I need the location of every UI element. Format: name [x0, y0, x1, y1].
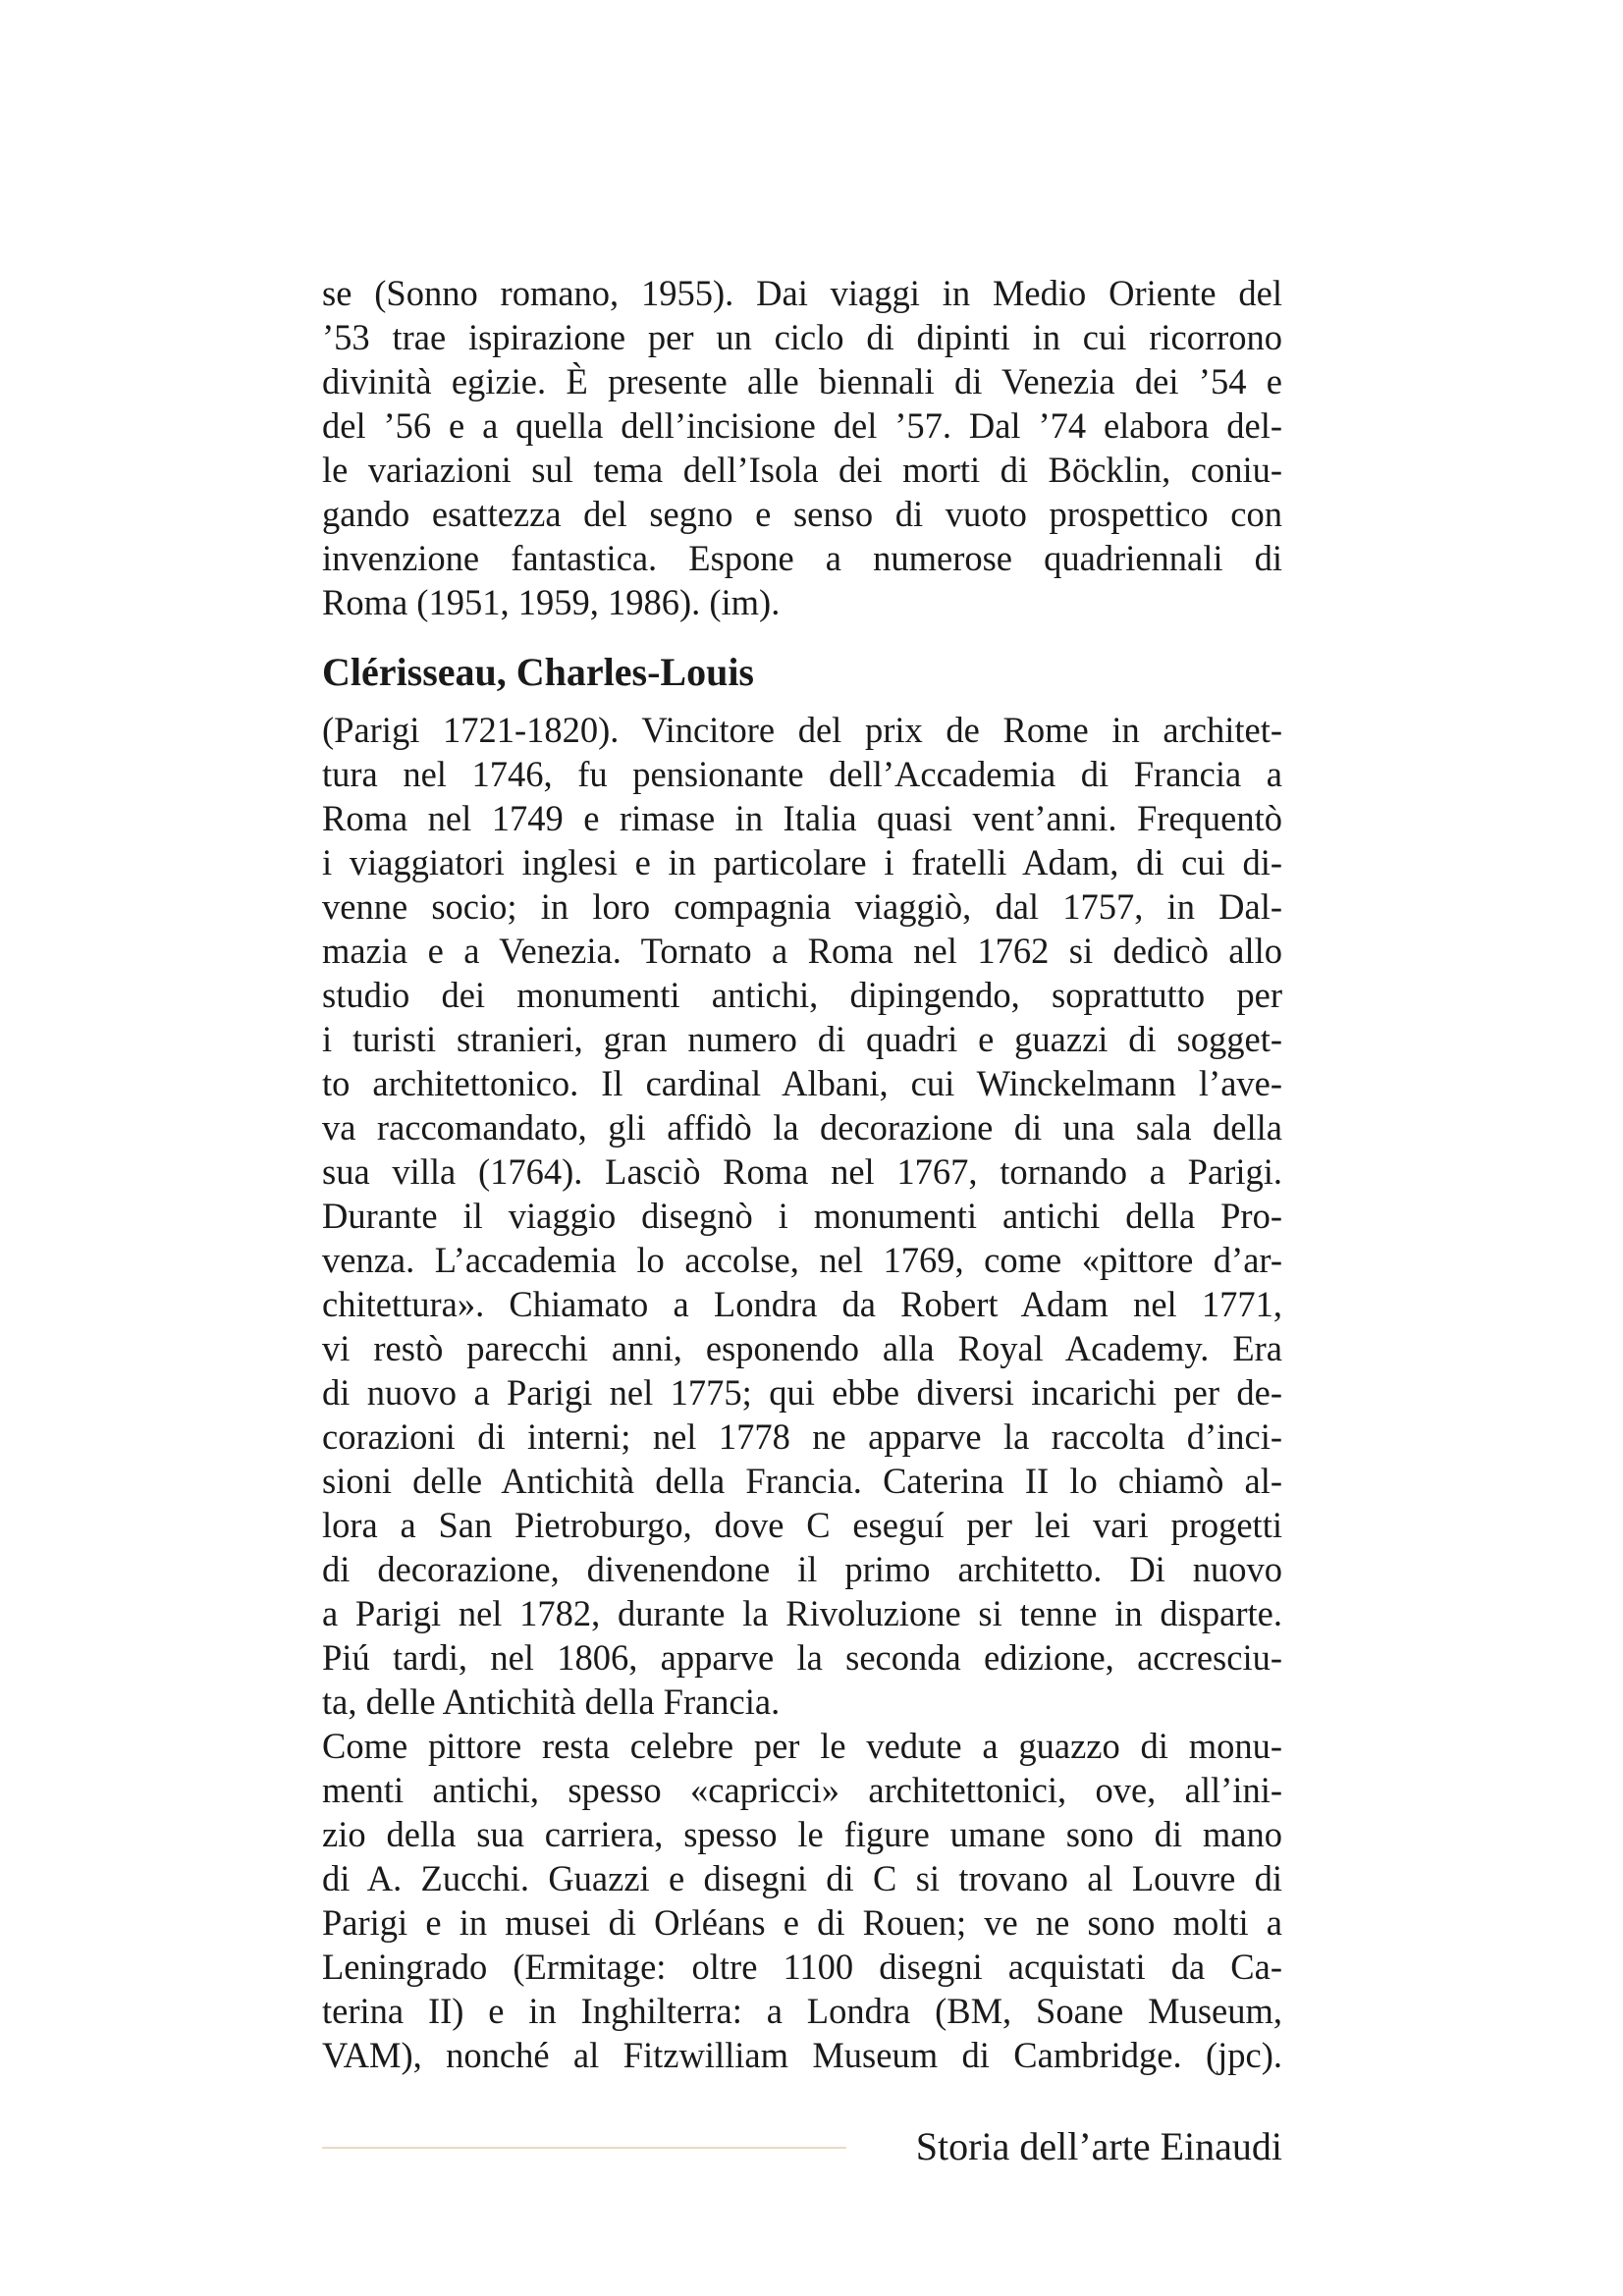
text-line: tura nel 1746, fu pensionante dell’Accademia di Francia a — [322, 754, 1282, 794]
footer-publisher: Storia dell’arte Einaudi — [915, 2124, 1282, 2168]
text-line: gando esattezza del segno e senso di vuoto prospettico con — [322, 494, 1282, 534]
text-line: le variazioni sul tema dell’Isola dei morti di Böcklin, coniu- — [322, 450, 1282, 490]
text-line: di nuovo a Parigi nel 1775; qui ebbe diversi incarichi per de- — [322, 1372, 1282, 1413]
text-line: ta, delle Antichità della Francia. — [322, 1682, 781, 1722]
text-line: venza. L’accademia lo accolse, nel 1769, come «pittore d’ar- — [322, 1240, 1282, 1280]
text-line: Roma nel 1749 e rimase in Italia quasi vent’anni. Frequentò — [322, 798, 1282, 838]
text-line: terina II) e in Inghilterra: a Londra (BM, Soane Museum, — [322, 1991, 1282, 2031]
text-line: invenzione fantastica. Espone a numerose quadriennali di — [322, 538, 1282, 578]
text-line: ’53 trae ispirazione per un ciclo di dipinti in cui ricorrono — [322, 317, 1282, 357]
text-line: i turisti stranieri, gran numero di quadri e guazzi di sogget- — [322, 1019, 1282, 1059]
intro-paragraph — [322, 271, 1282, 624]
text-line: corazioni di interni; nel 1778 ne apparve la raccolta d’inci- — [322, 1416, 1282, 1457]
text-line: sua villa (1764). Lasciò Roma nel 1767, tornando a Parigi. — [322, 1151, 1282, 1192]
text-line: menti antichi, spesso «capricci» architettonici, ove, all’ini- — [322, 1770, 1282, 1810]
text-line: Roma (1951, 1959, 1986). (im). — [322, 582, 781, 622]
text-line: a Parigi nel 1782, durante la Rivoluzione si tenne in disparte. — [322, 1593, 1282, 1633]
text-line: se (Sonno romano, 1955). Dai viaggi in Medio Oriente del — [322, 273, 1282, 313]
text-line: Durante il viaggio disegnò i monumenti antichi della Pro- — [322, 1196, 1282, 1236]
text-line: (Parigi 1721-1820). Vincitore del prix de Rome in architet- — [322, 710, 1282, 750]
text-line: del ’56 e a quella dell’incisione del ’57. Dal ’74 elabora del- — [322, 405, 1282, 446]
text-line: to architettonico. Il cardinal Albani, cui Winckelmann l’ave- — [322, 1063, 1282, 1103]
text-line: i viaggiatori inglesi e in particolare i fratelli Adam, di cui di- — [322, 842, 1282, 882]
entry-heading: Clérisseau, Charles-Louis — [322, 650, 754, 694]
entry-body — [322, 708, 1282, 2077]
text-line: Come pittore resta celebre per le vedute a guazzo di monu- — [322, 1726, 1282, 1766]
text-line: vi restò parecchi anni, esponendo alla Royal Academy. Era — [322, 1328, 1282, 1368]
text-line: Parigi e in musei di Orléans e di Rouen; ve ne sono molti a — [322, 1902, 1282, 1943]
text-line: zio della sua carriera, spesso le figure umane sono di mano — [322, 1814, 1282, 1854]
text-line: divinità egizie. È presente alle biennali di Venezia dei ’54 e — [322, 361, 1282, 401]
text-line: VAM), nonché al Fitzwilliam Museum di Cambridge. (jpc). — [322, 2035, 1282, 2075]
text-line: studio dei monumenti antichi, dipingendo, soprattutto per — [322, 975, 1282, 1015]
text-column — [322, 271, 1282, 2077]
text-line: Leningrado (Ermitage: oltre 1100 disegni acquistati da Ca- — [322, 1947, 1282, 1987]
text-line: di decorazione, divenendone il primo architetto. Di nuovo — [322, 1549, 1282, 1589]
text-line: lora a San Pietroburgo, dove C eseguí per lei vari progetti — [322, 1505, 1282, 1545]
text-line: sioni delle Antichità della Francia. Caterina II lo chiamò al- — [322, 1461, 1282, 1501]
text-line: mazia e a Venezia. Tornato a Roma nel 1762 si dedicò allo — [322, 931, 1282, 971]
text-line: venne socio; in loro compagnia viaggiò, dal 1757, in Dal- — [322, 886, 1282, 927]
text-line: Piú tardi, nel 1806, apparve la seconda edizione, accresciu- — [322, 1637, 1282, 1678]
footer-divider — [322, 2147, 846, 2149]
text-line: chitettura». Chiamato a Londra da Robert Adam nel 1771, — [322, 1284, 1282, 1324]
text-line: di A. Zucchi. Guazzi e disegni di C si trovano al Louvre di — [322, 1858, 1282, 1898]
text-line: va raccomandato, gli affidò la decorazione di una sala della — [322, 1107, 1282, 1148]
